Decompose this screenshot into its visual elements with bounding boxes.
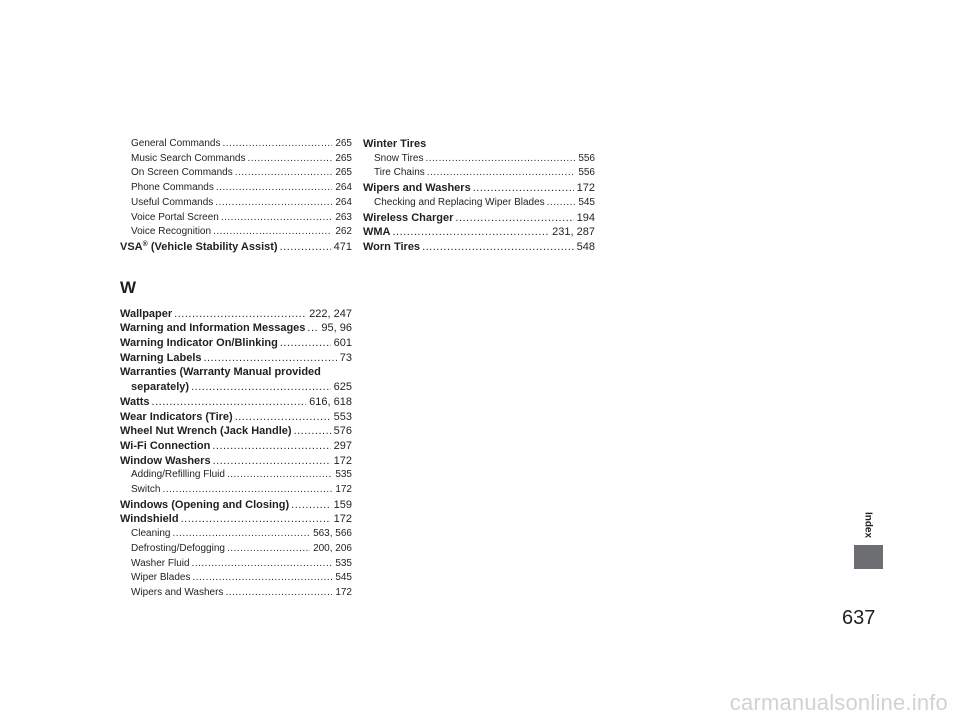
index-term: Windows (Opening and Closing) [120, 498, 290, 511]
leader-dots [192, 557, 333, 572]
index-entry-winter-tires [363, 137, 595, 152]
index-entry [120, 225, 352, 240]
leader-dots [191, 380, 331, 395]
leader-dots [225, 586, 332, 601]
index-entry [120, 542, 352, 557]
leader-dots [280, 240, 331, 255]
index-pages: 545 [578, 196, 595, 208]
index-entry [120, 137, 352, 152]
index-entry [120, 498, 352, 513]
index-entry [120, 527, 352, 542]
leader-dots [172, 527, 310, 542]
index-entry [120, 181, 352, 196]
index-entry [120, 586, 352, 601]
index-pages: 172 [335, 586, 352, 598]
index-term: Windshield [120, 513, 179, 526]
index-term: Worn Tires [363, 240, 421, 253]
index-term: Wipers and Washers [131, 586, 224, 598]
index-pages: 172 [333, 513, 352, 526]
index-pages: 556 [578, 167, 595, 179]
index-term: General Commands [131, 138, 221, 149]
w-entries-continued [120, 395, 352, 601]
leader-dots [152, 395, 307, 410]
voice-command-entries [120, 137, 352, 240]
index-pages: 601 [333, 337, 352, 350]
index-entry [120, 321, 352, 336]
index-term: Music Search Commands [131, 152, 246, 164]
index-pages: 262 [335, 226, 352, 238]
leader-dots [181, 512, 331, 527]
index-term: Adding/Refilling Fluid [131, 469, 225, 481]
index-entry [363, 166, 595, 181]
index-entry [120, 166, 352, 181]
page-number: 637 [842, 607, 876, 629]
index-term: Useful Commands [131, 196, 214, 208]
leader-dots [212, 439, 330, 454]
index-entry-warranties-line1 [120, 365, 352, 380]
index-pages: 222, 247 [309, 307, 352, 320]
index-pages: 200, 206 [313, 542, 352, 554]
index-entry [120, 410, 352, 425]
index-entry-warranties-line2 [120, 380, 352, 395]
index-pages: 159 [333, 498, 352, 511]
index-column-left [120, 137, 352, 601]
index-entry [120, 307, 352, 322]
index-pages: 563, 566 [313, 528, 352, 540]
index-pages: 194 [576, 211, 595, 224]
index-term: Warning and Information Messages [120, 322, 306, 335]
index-term: Wiper Blades [131, 572, 191, 584]
index-pages: 556 [578, 152, 595, 164]
warranties-line1: Warranties (Warranty Manual provided [120, 366, 321, 379]
index-term: Snow Tires [374, 152, 424, 164]
index-pages: 265 [335, 152, 352, 164]
index-pages: 95, 96 [321, 322, 352, 335]
index-term: Wheel Nut Wrench (Jack Handle) [120, 425, 292, 438]
index-pages: 264 [335, 182, 352, 194]
leader-dots [291, 498, 330, 513]
leader-dots [547, 196, 576, 211]
index-entry [363, 181, 595, 196]
leader-dots [216, 181, 332, 196]
index-term: Voice Portal Screen [131, 211, 219, 223]
leader-dots [393, 225, 550, 240]
registered-mark: ® [142, 240, 148, 248]
index-pages: 172 [576, 182, 595, 195]
watermark-text: carmanualsonline.info [729, 690, 948, 715]
leader-dots [455, 211, 573, 226]
index-term: Warning Indicator On/Blinking [120, 337, 278, 350]
index-entry [120, 468, 352, 483]
leader-dots [425, 152, 575, 167]
index-pages: 545 [335, 572, 352, 584]
index-term: Wallpaper [120, 307, 173, 320]
index-pages: 264 [335, 196, 352, 208]
leader-dots [422, 240, 574, 255]
index-entry [120, 439, 352, 454]
index-pages: 535 [335, 469, 352, 481]
index-pages: 297 [333, 439, 352, 452]
winter-tires-heading: Winter Tires [363, 138, 427, 150]
index-pages: 265 [335, 167, 352, 179]
index-entry [120, 211, 352, 226]
leader-dots [192, 571, 332, 586]
index-entry [120, 571, 352, 586]
index-pages: 576 [333, 425, 352, 438]
leader-dots [294, 424, 331, 439]
index-term: Wireless Charger [363, 211, 454, 224]
leader-dots [215, 196, 332, 211]
index-pages: 553 [333, 410, 352, 423]
index-entry [363, 225, 595, 240]
index-term: Checking and Replacing Wiper Blades [374, 196, 545, 208]
index-entry [120, 395, 352, 410]
right-entries [363, 152, 595, 255]
index-entry [120, 336, 352, 351]
leader-dots [227, 542, 310, 557]
index-pages: 231, 287 [552, 226, 595, 239]
leader-dots [162, 483, 332, 498]
index-pages: 172 [333, 454, 352, 467]
index-pages: 616, 618 [309, 395, 352, 408]
index-pages: 73 [339, 351, 352, 364]
index-term: Wear Indicators (Tire) [120, 410, 233, 423]
leader-dots [204, 351, 337, 366]
index-side-tab [854, 545, 883, 569]
leader-dots [235, 166, 333, 181]
leader-dots [427, 166, 576, 181]
index-term: Watts [120, 395, 150, 408]
index-term: WMA [363, 226, 391, 239]
index-pages: 172 [335, 484, 352, 496]
index-column-right [363, 137, 595, 255]
vsa-pages: 471 [333, 240, 352, 253]
side-tab-label: Index [862, 511, 874, 539]
index-entry [120, 424, 352, 439]
index-term: Wipers and Washers [363, 182, 471, 195]
leader-dots [473, 181, 574, 196]
index-entry [120, 152, 352, 167]
index-pages: 265 [335, 138, 352, 149]
index-entry [120, 196, 352, 211]
index-entry-vsa [120, 240, 352, 255]
index-term: On Screen Commands [131, 167, 233, 179]
index-term: Warning Labels [120, 351, 202, 364]
index-entry [363, 152, 595, 167]
warranties-pages: 625 [333, 381, 352, 394]
index-term: Cleaning [131, 528, 171, 540]
index-pages: 263 [335, 211, 352, 223]
leader-dots [174, 307, 306, 322]
index-entry [120, 557, 352, 572]
vsa-term-prefix: VSA [120, 240, 143, 253]
index-term: Tire Chains [374, 167, 425, 179]
index-pages: 548 [576, 240, 595, 253]
index-term: Wi-Fi Connection [120, 439, 211, 452]
leader-dots [213, 454, 331, 469]
index-term: Switch [131, 484, 161, 496]
leader-dots [307, 321, 318, 336]
index-term: Window Washers [120, 454, 211, 467]
section-letter-heading: W [120, 277, 137, 297]
index-term: Phone Commands [131, 182, 214, 194]
leader-dots [247, 152, 332, 167]
index-entry [120, 454, 352, 469]
leader-dots [235, 410, 331, 425]
index-term: Voice Recognition [131, 226, 212, 238]
index-entry [363, 196, 595, 211]
index-entry [363, 211, 595, 226]
index-term: Defrosting/Defogging [131, 542, 225, 554]
vsa-term-suffix: (Vehicle Stability Assist) [147, 240, 278, 253]
warranties-line2: separately) [131, 381, 190, 394]
index-pages: 535 [335, 557, 352, 569]
index-entry [120, 351, 352, 366]
index-entry [120, 483, 352, 498]
leader-dots [222, 137, 332, 152]
index-term: Washer Fluid [131, 557, 190, 569]
w-entries [120, 307, 352, 366]
index-entry [363, 240, 595, 255]
leader-dots [227, 468, 332, 483]
index-entry [120, 512, 352, 527]
leader-dots [213, 225, 332, 240]
leader-dots [280, 336, 331, 351]
leader-dots [221, 211, 332, 226]
